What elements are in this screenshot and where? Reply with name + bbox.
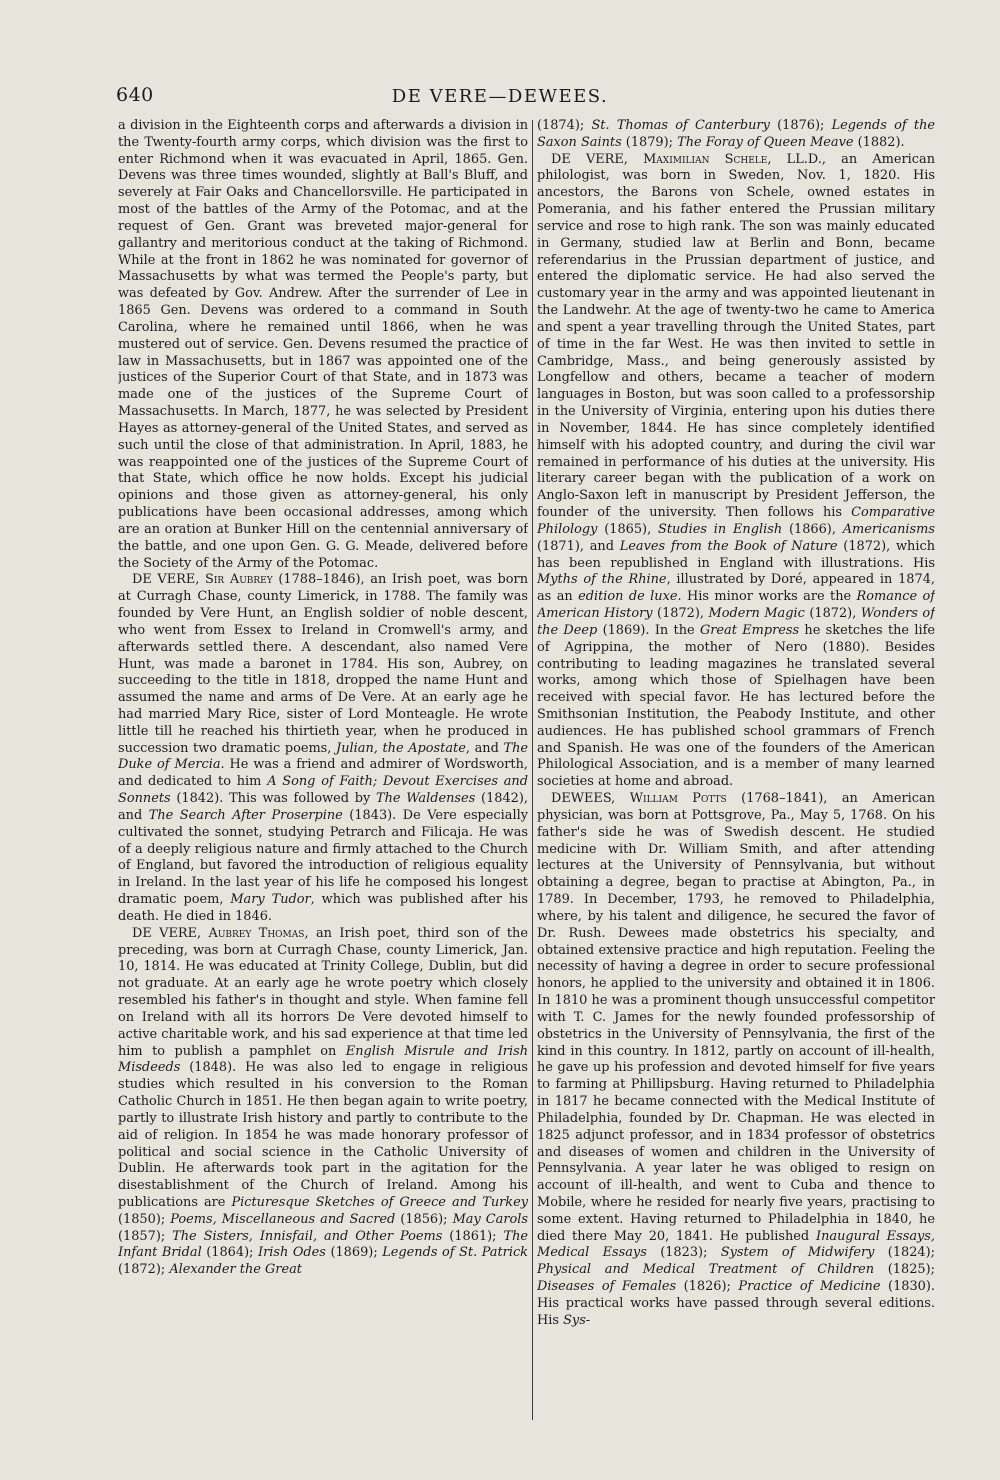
body-text: (1842). This was followed by bbox=[170, 791, 377, 807]
body-text: DEWEES, bbox=[551, 791, 630, 807]
body-text: (1824); bbox=[874, 1245, 935, 1261]
title-text: Alexander the Great bbox=[169, 1262, 302, 1278]
title-text: The Sisters, Innisfail, and Other Poems bbox=[172, 1228, 443, 1244]
page-number: 640 bbox=[116, 84, 154, 106]
biography-entry bbox=[118, 572, 528, 925]
body-text: DE VERE, bbox=[551, 151, 644, 167]
biography-entry bbox=[118, 926, 528, 1279]
body-text: (1872); bbox=[118, 1262, 170, 1278]
title-text: The Waldenses bbox=[376, 791, 476, 807]
body-text: (1872), bbox=[804, 606, 861, 622]
body-text: (1865), bbox=[597, 521, 659, 537]
biography-entry bbox=[537, 791, 935, 1330]
title-text: Leaves from the Book of Nature bbox=[619, 538, 838, 554]
body-text: (1856); bbox=[395, 1211, 453, 1227]
title-text: System of Midwifery bbox=[720, 1245, 875, 1261]
title-text: St. Thomas of Canterbury bbox=[591, 118, 770, 133]
body-text: (1823); bbox=[646, 1245, 721, 1261]
body-text: (1857); bbox=[118, 1228, 173, 1244]
title-text: Julian, the Apostate bbox=[336, 740, 466, 756]
title-text: Irish Odes bbox=[258, 1245, 326, 1261]
body-text: DE VERE, bbox=[132, 572, 206, 588]
body-text: (1866), bbox=[782, 521, 843, 537]
title-text: Diseases of Females bbox=[537, 1279, 677, 1295]
biography-entry bbox=[537, 152, 935, 791]
title-text: Physical and Medical Treatment of Children bbox=[537, 1262, 875, 1278]
title-text: English Misrule and Irish Misdeeds bbox=[118, 1043, 528, 1076]
body-text: (1876); bbox=[769, 118, 832, 133]
body-text: , and bbox=[465, 740, 504, 756]
title-text: Practice of Medicine bbox=[738, 1279, 881, 1295]
title-text: edition de luxe bbox=[578, 589, 678, 605]
body-text: he sketches the life of Agrippina, the mother of Nero (1880). Besides contributing to leading magazines he translated several works, among which those of Spielhagen have been received with special favor. He has lectured before the Smithsonian Institution, the Peabody Institute, and other audiences. He has published school grammars of French and Spanish. He was one of the founders of the American Philological Association, and is a member of many learned societies at home and abroad. bbox=[537, 622, 935, 790]
entry-name: Maximilian Schele bbox=[643, 151, 768, 167]
continued-paragraph bbox=[118, 118, 528, 572]
body-text: (1842), and bbox=[118, 791, 528, 823]
running-head: DE VERE—DEWEES. bbox=[391, 86, 609, 107]
body-text: (1861); bbox=[442, 1228, 504, 1244]
title-text: The Foray of Queen Meave bbox=[677, 134, 854, 150]
title-text: Great Empress bbox=[699, 622, 800, 638]
entry-name: Sir Aubrey bbox=[205, 572, 273, 588]
body-text: . His minor works are the bbox=[677, 589, 857, 605]
title-text: Comparative Philology bbox=[537, 505, 935, 537]
body-text: , LL.D., an American philologist, was born in Sweden, Nov. 1, 1820. His ancestors, the Barons von Schele, owned estates in Pomerania, and his father entered the Prussian military service and rose to high rank. The son was mainly educated in Germany, studied law at Berlin and Bonn, became referendarius in the Prussian department of justice, and entered the diplomatic service. He had also served the customary year in the army and was appointed lieutenant in the Landwehr. At the age of twenty-two he came to America and spent a year travelling through the United States, part of time in the far West. He was then invited to settle in Cambridge, Mass., and being generously assisted by Longfellow and others, became a teacher of modern languages in Boston, but was soon called to a professorship in the University of Virginia, entering upon his duties there in November, 1844. He has since completely identified himself with his adopted country, and during the civil war remained in performance of his duties at the university. His literary career began with the publication of a work on Anglo-Saxon left in manuscript by President Jefferson, the founder of the university. Then follows his bbox=[537, 151, 935, 521]
body-text: a division in the Eighteenth corps and afterwards a division in the Twenty-fourth army corps, which division was the first to enter Richmond when it was evacuated in April, 1865. Gen. Devens was three times wounded, slightly at Ball's Bluff, and severely at Fair Oaks and Chancellorsville. He participated in most of the battles of the Army of the Potomac, and at the request of Gen. Grant was breveted major-general for gallantry and meritorious conduct at the taking of Richmond. While at the front in 1862 he was nominated for governor of Massachusetts by what was termed the People's party, but was defeated by Gov. Andrew. After the surrender of Lee in 1865 Gen. Devens was ordered to a command in South Carolina, where he remained until 1866, when he was mustered out of service. Gen. Devens resumed the practice of law in Massachusetts, but in 1867 was appointed one of the justices of the Superior Court of that State, and in 1873 was made one of the justices of the Supreme Court of Massachusetts. In March, 1877, he was selected by President Hayes as attorney-general of the United States, and served as such until the close of that administration. In April, 1883, he was reappointed one of the justices of the Supreme Court of that State, which office he now holds. Except his judicial opinions and those given as attorney-general, his only publications have been occasional addresses, among which are an oration at Bunker Hill on the centennial anniversary of the battle, and one upon Gen. G. G. Meade, delivered before the Society of the Army of the Potomac. bbox=[118, 118, 528, 571]
column-divider bbox=[532, 120, 533, 1420]
title-text: Legends of St. Patrick bbox=[382, 1245, 528, 1261]
title-text: The Infant Bridal bbox=[118, 1228, 528, 1261]
title-text: The Search After Proserpine bbox=[148, 807, 343, 823]
title-text: Inaugural Essays, Medical Essays bbox=[537, 1228, 935, 1261]
body-text: (1826); bbox=[676, 1279, 739, 1295]
title-text: Studies in English bbox=[658, 521, 783, 537]
title-text: Wonders of the Deep bbox=[537, 606, 935, 638]
title-text: A Song of Faith; Devout Exercises and Sonnets bbox=[118, 774, 528, 807]
body-text: , illustrated by Doré, appeared in 1874, as an bbox=[537, 572, 935, 605]
body-text: . He was a friend and admirer of Wordsworth, and dedicated to him bbox=[118, 757, 528, 790]
body-text: (1871), and bbox=[537, 538, 620, 554]
title-text: May Carols bbox=[452, 1211, 528, 1227]
title-text: Americanisms bbox=[842, 521, 935, 537]
body-text: (1830). His practical works have passed through several editions. His bbox=[537, 1279, 935, 1328]
body-text: (1825); bbox=[874, 1262, 935, 1278]
title-text: Poems, Miscellaneous and Sacred bbox=[170, 1211, 396, 1227]
body-text: , which was published after his death. He died in 1846. bbox=[118, 892, 528, 924]
body-text: (1869); bbox=[325, 1245, 383, 1261]
body-text: (1879); bbox=[621, 134, 678, 150]
title-text: Legends of the Saxon Saints bbox=[537, 118, 935, 150]
title-text: Myths of the Rhine bbox=[537, 572, 667, 588]
body-text: (1788–1846), an Irish poet, was born at Curragh Chase, county Limerick, in 1788. The family was founded by Vere Hunt, an English soldier of noble descent, who went from Essex to Ireland in Cromwell's army, and afterwards settled there. A descendant, also named Vere Hunt, was made a baronet in 1784. His son, Aubrey, on succeeding to the title in 1818, dropped the name Hunt and assumed the name and arms of De Vere. At an early age he had married Mary Rice, sister of Lord Monteagle. He wrote little till he reached his thirtieth year, when he produced in succession two dramatic poems, bbox=[118, 572, 528, 756]
body-text: (1869). In the bbox=[597, 622, 700, 638]
body-text: DE VERE, bbox=[132, 925, 209, 941]
title-text: Modern Magic bbox=[708, 606, 805, 622]
body-text: (1843). De Vere especially cultivated the sonnet, studying Petrarch and Filicaja. He was of a deeply religious nature and firmly attached to the Church of England, but favored the introduction of religious equality in Ireland. In the last year of his life he composed his longest dramatic poem, bbox=[118, 807, 528, 908]
body-text: (1872), bbox=[652, 606, 709, 622]
title-text: The Duke of Mercia bbox=[118, 740, 528, 773]
entry-name: William Potts bbox=[629, 791, 727, 807]
body-text: , an Irish poet, third son of the preceding, was born at Curragh Chase, county Limerick, Jan. 10, 1814. He was educated at Trinity College, Dublin, but did not graduate. At an early age he wrote poetry which closely resembled his father's in thought and style. When famine fell on Ireland with all its horrors De Vere devoted himself to active charitable work, and his sad experience at that time led him to publish a pamphlet on bbox=[118, 925, 528, 1059]
title-text: Sys- bbox=[563, 1312, 591, 1328]
continued-paragraph bbox=[537, 118, 935, 152]
body-text: (1872), which has been republished in England with illustrations. His bbox=[537, 538, 935, 571]
title-text: Romance of American History bbox=[537, 589, 935, 622]
body-text: (1874); bbox=[537, 118, 592, 133]
left-column bbox=[118, 118, 528, 1418]
body-text: (1768–1841), an American physician, was born at Pottsgrove, Pa., May 5, 1768. On his father's side he was of Swedish descent. He studied medicine with Dr. William Smith, and after attending lectures at the University of Pennsylvania, but without obtaining a degree, began to practise at Abington, Pa., in 1789. In December, 1793, he removed to Philadelphia, where, by his talent and diligence, he secured the favor of Dr. Rush. Dewees made obstetrics his specialty, and obtained extensive practice and high reputation. Feeling the necessity of having a degree in order to secure professional honors, he applied to the university and obtained it in 1806. In 1810 he was a prominent though unsuccessful competitor with T. C. James for the newly founded professorship of obstetrics in the University of Pennsylvania, the first of the kind in this country. In 1812, partly on account of ill-health, he gave up his profession and devoted himself for five years to farming at Phillipsburg. Having returned to Philadelphia in 1817 he became connected with the Medical Institute of Philadelphia, founded by Dr. Chapman. He was elected in 1825 adjunct professor, and in 1834 professor of obstetrics and diseases of women and children in the University of Pennsylvania. A year later he was obliged to resign on account of ill-health, and went to Cuba and thence to Mobile, where he resided for nearly five years, practising to some extent. Having returned to Philadelphia in 1840, he died there May 20, 1841. He published bbox=[537, 791, 935, 1244]
title-text: Mary Tudor bbox=[230, 892, 311, 908]
body-text: (1850); bbox=[118, 1211, 171, 1227]
right-column bbox=[537, 118, 935, 1408]
body-text: (1882). bbox=[853, 134, 905, 150]
body-text: (1848). He was also led to engage in religious studies which resulted in his conversion to the Roman Catholic Church in 1851. He then began again to write poetry, partly to illustrate Irish history and partly to contribute to the aid of religion. In 1854 he was made honorary professor of political and social science in the Catholic University of Dublin. He afterwards took part in the agitation for the disestablishment of the Church of Ireland. Among his publications are bbox=[118, 1060, 528, 1210]
body-text: (1864); bbox=[201, 1245, 258, 1261]
title-text: Picturesque Sketches of Greece and Turkey bbox=[231, 1195, 528, 1210]
entry-name: Aubrey Thomas bbox=[208, 925, 305, 941]
